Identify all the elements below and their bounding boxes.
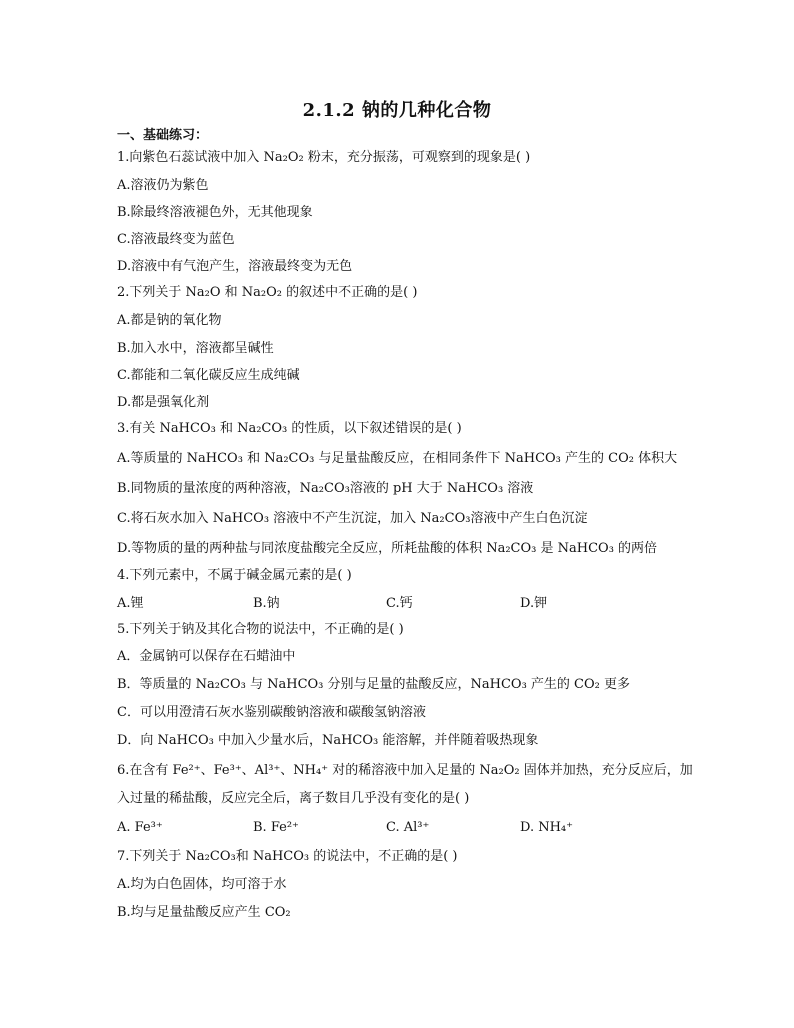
q2-option-b: B.加入水中，溶液都呈碱性: [117, 341, 274, 356]
q7-option-b: B.均与足量盐酸反应产生 CO₂: [117, 905, 291, 920]
q1-option-b: B.除最终溶液褪色外，无其他现象: [117, 205, 313, 220]
q2-option-a: A.都是钠的氧化物: [117, 313, 222, 328]
section-heading: 一、基础练习：: [117, 128, 209, 143]
q4-stem: 4.下列元素中，不属于碱金属元素的是( ): [117, 568, 352, 583]
q4-option-c: C.钙: [386, 596, 413, 611]
q1-stem: 1.向紫色石蕊试液中加入 Na₂O₂ 粉末，充分振荡，可观察到的现象是( ): [117, 150, 531, 165]
q4-option-d: D.钾: [520, 596, 548, 611]
q3-option-c: C.将石灰水加入 NaHCO₃ 溶液中不产生沉淀，加入 Na₂CO₃溶液中产生白色沉淀: [117, 511, 588, 526]
q6-stem-line1: 6.在含有 Fe²⁺、Fe³⁺、Al³⁺、NH₄⁺ 对的稀溶液中加入足量的 Na₂O₂ 固体并加热，充分反应后，加: [117, 763, 693, 778]
q2-stem: 2.下列关于 Na₂O 和 Na₂O₂ 的叙述中不正确的是( ): [117, 285, 418, 300]
q2-option-c: C.都能和二氧化碳反应生成纯碱: [117, 368, 300, 383]
q1-option-a: A.溶液仍为紫色: [117, 178, 209, 193]
q2-option-d: D.都是强氧化剂: [117, 395, 210, 410]
page-title: 2.1.2 钠的几种化合物: [302, 100, 492, 121]
q3-stem: 3.有关 NaHCO₃ 和 Na₂CO₃ 的性质，以下叙述错误的是( ): [117, 421, 462, 436]
q5-stem: 5.下列关于钠及其化合物的说法中，不正确的是( ): [117, 622, 404, 637]
q3-option-d: D.等物质的量的两种盐与同浓度盐酸完全反应，所耗盐酸的体积 Na₂CO₃ 是 NaHCO₃ 的两倍: [117, 541, 658, 556]
q4-option-b: B.钠: [253, 596, 280, 611]
q7-option-a: A.均为白色固体，均可溶于水: [117, 877, 287, 892]
q1-option-d: D.溶液中有气泡产生，溶液最终变为无色: [117, 259, 353, 274]
q4-option-a: A.锂: [117, 596, 144, 611]
q6-option-a: A. Fe³⁺: [117, 820, 163, 835]
q6-option-d: D. NH₄⁺: [520, 820, 574, 835]
q5-option-a: A．金属钠可以保存在石蜡油中: [117, 649, 296, 664]
q5-option-d: D．向 NaHCO₃ 中加入少量水后，NaHCO₃ 能溶解，并伴随着吸热现象: [117, 733, 539, 748]
q7-stem: 7.下列关于 Na₂CO₃和 NaHCO₃ 的说法中，不正确的是( ): [117, 849, 458, 864]
q6-stem-line2: 入过量的稀盐酸，反应完全后，离子数目几乎没有变化的是( ): [117, 791, 470, 806]
q3-option-b: B.同物质的量浓度的两种溶液，Na₂CO₃溶液的 pH 大于 NaHCO₃ 溶液: [117, 481, 534, 496]
q5-option-b: B．等质量的 Na₂CO₃ 与 NaHCO₃ 分别与足量的盐酸反应，NaHCO₃ 产生的 CO₂ 更多: [117, 677, 631, 692]
q1-option-c: C.溶液最终变为蓝色: [117, 232, 235, 247]
q3-option-a: A.等质量的 NaHCO₃ 和 Na₂CO₃ 与足量盐酸反应，在相同条件下 NaHCO₃ 产生的 CO₂ 体积大: [117, 451, 678, 466]
q5-option-c: C．可以用澄清石灰水鉴别碳酸钠溶液和碳酸氢钠溶液: [117, 705, 426, 720]
q6-option-b: B. Fe²⁺: [253, 820, 299, 835]
q6-option-c: C. Al³⁺: [386, 820, 430, 835]
